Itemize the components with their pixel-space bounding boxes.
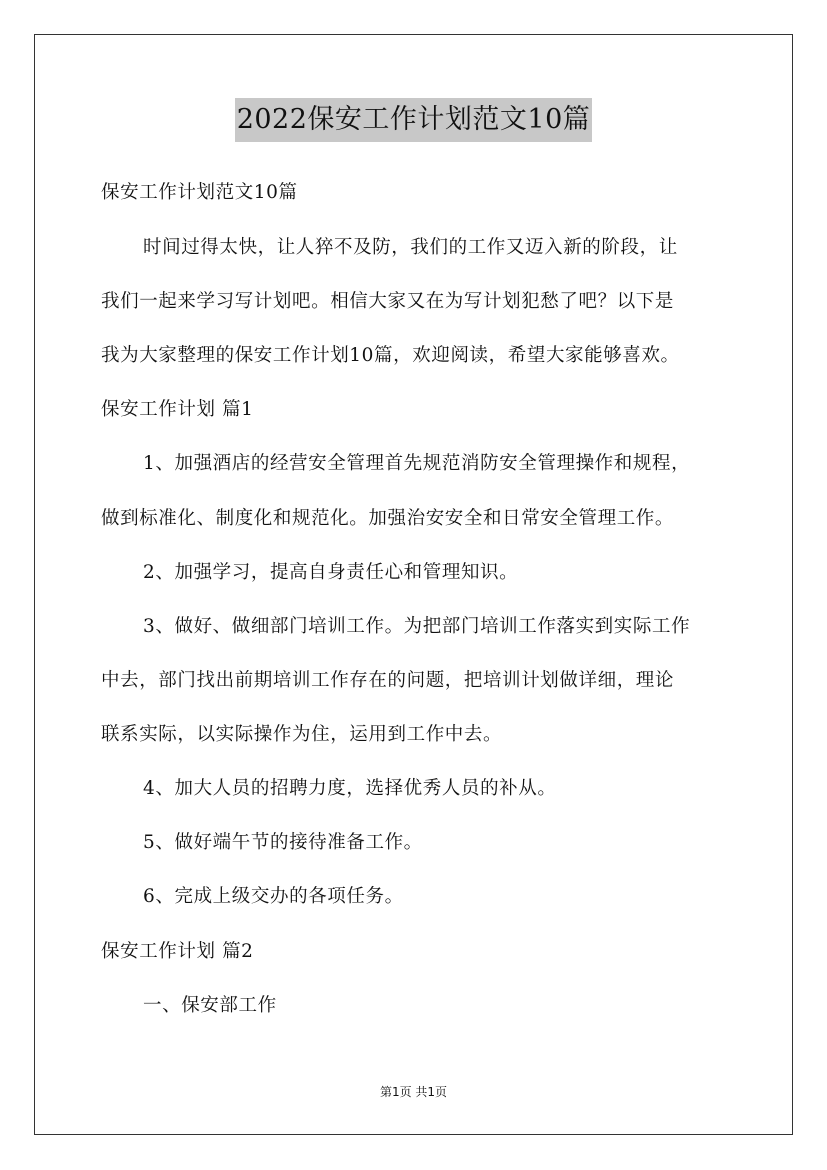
subtitle-line: 保安工作计划范文10篇 (101, 182, 298, 203)
page-footer: 第1页 共1页 (379, 1085, 448, 1099)
document-title: 2022保安工作计划范文10篇 (235, 98, 593, 142)
paragraph-line: 中去，部门找出前期培训工作存在的问题，把培训计划做详细，理论 (101, 670, 675, 691)
section-heading: 保安工作计划 篇2 (101, 941, 254, 962)
paragraph-line: 6、完成上级交办的各项任务。 (143, 886, 404, 907)
paragraph-line: 4、加大人员的招聘力度，选择优秀人员的补从。 (143, 778, 557, 799)
paragraph-line: 做到标准化、制度化和规范化。加强治安安全和日常安全管理工作。 (101, 508, 675, 529)
paragraph-line: 1、加强酒店的经营安全管理首先规范消防安全管理操作和规程， (143, 453, 691, 474)
title-container (0, 98, 827, 142)
paragraph-line: 2、加强学习，提高自身责任心和管理知识。 (143, 562, 519, 583)
paragraph-line: 5、做好端午节的接待准备工作。 (143, 832, 423, 853)
paragraph-line: 一、保安部工作 (143, 995, 277, 1016)
section-heading: 保安工作计划 篇1 (101, 399, 254, 420)
paragraph-line: 我为大家整理的保安工作计划10篇，欢迎阅读，希望大家能够喜欢。 (101, 345, 680, 366)
paragraph-line: 3、做好、做细部门培训工作。为把部门培训工作落实到实际工作 (143, 616, 691, 637)
paragraph-line: 联系实际，以实际操作为住，运用到工作中去。 (101, 724, 503, 745)
paragraph-line: 时间过得太快，让人猝不及防，我们的工作又迈入新的阶段，让 (143, 237, 678, 258)
paragraph-line: 我们一起来学习写计划吧。相信大家又在为写计划犯愁了吧？以下是 (101, 291, 675, 312)
